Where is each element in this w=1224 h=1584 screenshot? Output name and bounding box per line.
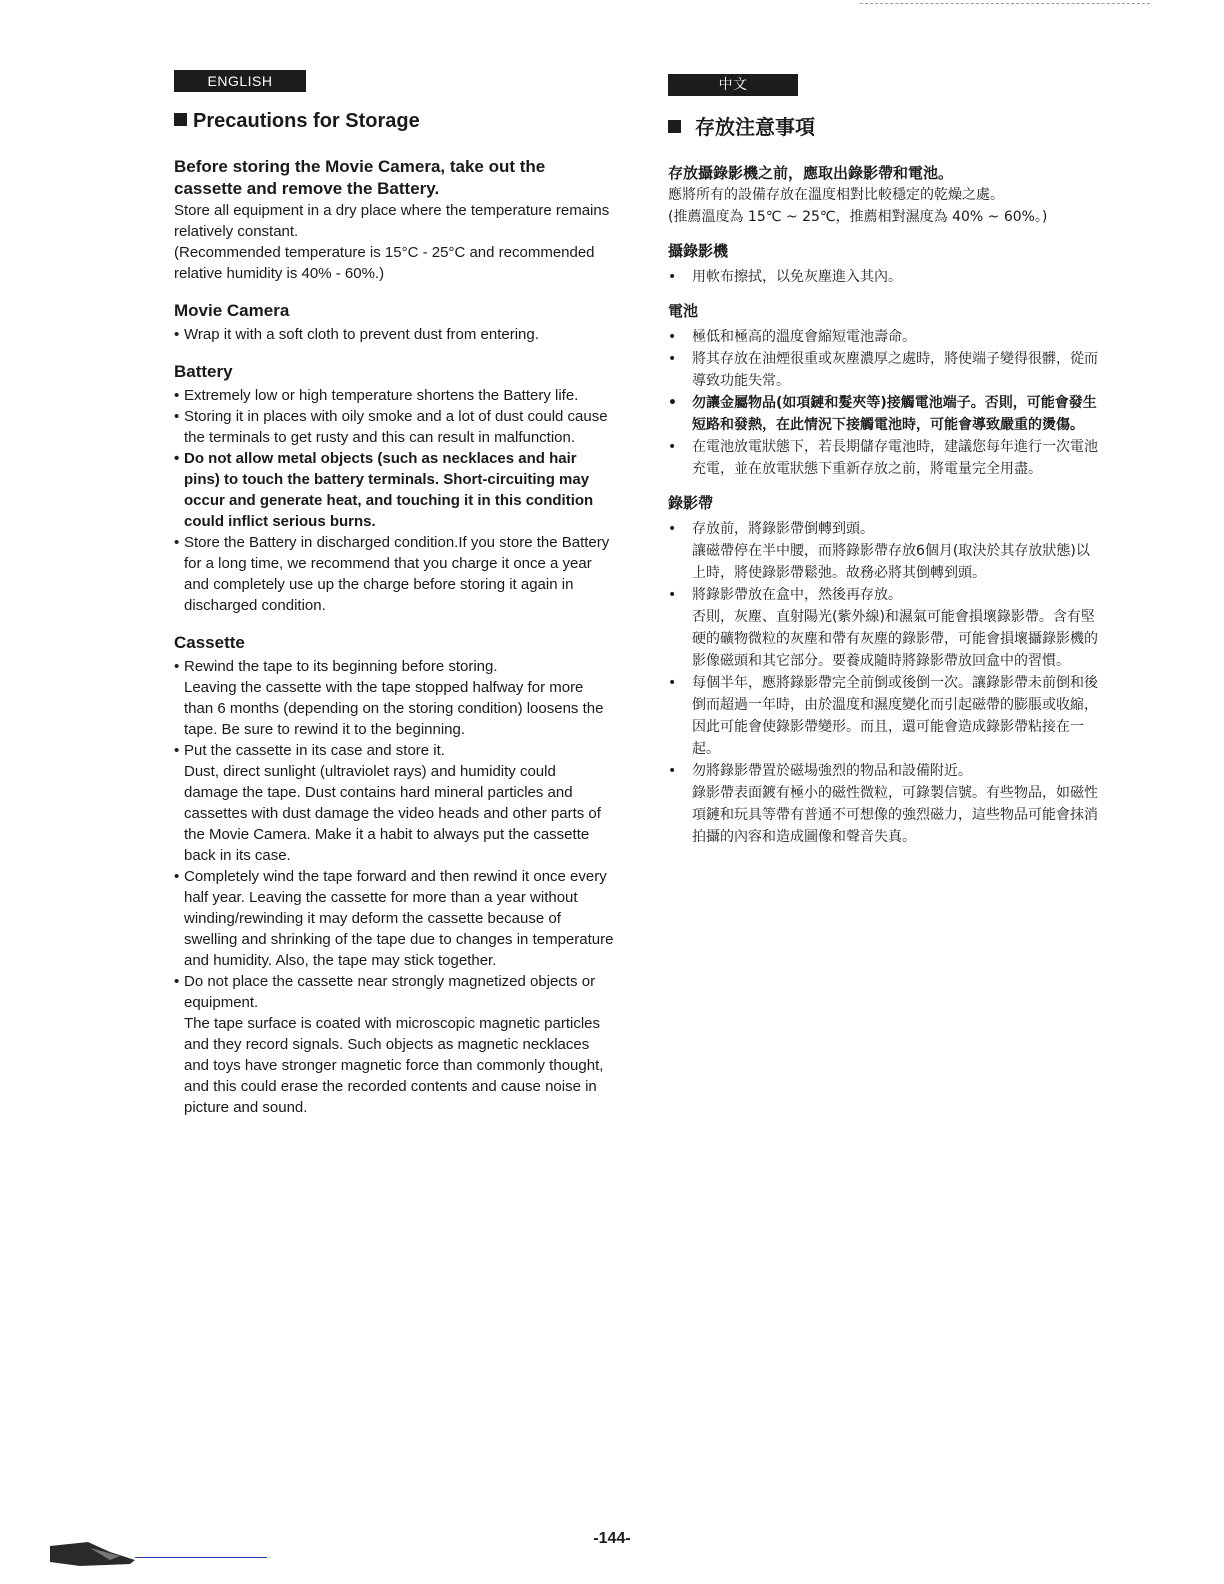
list-item: [668, 348, 1098, 392]
scan-artifact: [50, 1540, 135, 1566]
bullet-icon: •: [174, 973, 180, 990]
bullet-icon: •: [174, 387, 180, 404]
bullet-icon: •: [668, 351, 677, 367]
list-item: [668, 266, 1098, 288]
list-item-text: Do not place the cassette near strongly magnetized objects or equipment.: [184, 973, 596, 1011]
list-item: [668, 584, 1098, 672]
cassette-heading: 錄影帶: [668, 494, 714, 512]
section-title-text: Precautions for Storage: [193, 110, 420, 132]
square-bullet-icon: [668, 120, 681, 133]
square-bullet-icon: [174, 113, 187, 126]
movie-camera-heading: 攝錄影機: [668, 242, 729, 260]
list-item-text: Extremely low or high temperature shortens the Battery life.: [184, 387, 579, 404]
bullet-icon: •: [668, 395, 677, 411]
bullet-icon: •: [174, 450, 180, 467]
intro-text: (推薦溫度為 15℃ ~ 25℃，推薦相對濕度為 40% ~ 60%。): [668, 209, 1048, 225]
top-edge-line: [860, 3, 1150, 4]
bullet-icon: •: [174, 326, 180, 343]
intro-text: (Recommended temperature is 15°C - 25°C and recommended relative humidity is 40% - 60%.): [174, 244, 595, 282]
list-item-text: 將錄影帶放在盒中，然後再存放。: [692, 587, 902, 603]
intro-text: 應將所有的設備存放在溫度相對比較穩定的乾燥之處。: [668, 187, 1004, 203]
bullet-icon: •: [174, 534, 180, 551]
list-item: [174, 656, 614, 740]
list-item-warning: [174, 448, 614, 532]
battery-heading: 電池: [668, 302, 699, 320]
list-item-text: 勿將錄影帶置於磁場強烈的物品和設備附近。: [692, 763, 972, 779]
page-number: -144-: [593, 1530, 631, 1547]
list-item: [668, 760, 1098, 848]
bullet-icon: •: [174, 742, 180, 759]
intro-text: Store all equipment in a dry place where the temperature remains relatively constant.: [174, 202, 610, 240]
list-item-text: 勿讓金屬物品(如項鏈和髮夾等)接觸電池端子。否則，可能會發生短路和發熱，在此情況下接觸電池時，可能會導致嚴重的燙傷。: [692, 395, 1097, 433]
list-item-text: 將其存放在油煙很重或灰塵濃厚之處時，將使端子變得很髒，從而導致功能失常。: [692, 351, 1098, 389]
list-item-text: 每個半年，應將錄影帶完全前倒或後倒一次。讓錄影帶未前倒和後倒而超過一年時，由於溫度和濕度變化而引起磁帶的膨脹或收縮，因此可能會使錄影帶變形。而且，還可能會造成錄影帶粘接在一起。: [692, 675, 1098, 757]
list-item-text: Do not allow metal objects (such as necklaces and hair pins) to touch the battery terminals. Short-circuiting may occur and generate heat, and touching it in this condition could inflict serious burns.: [184, 450, 594, 530]
list-item-text: 極低和極高的溫度會縮短電池壽命。: [692, 329, 916, 345]
list-item: [174, 971, 614, 1118]
cassette-list: [174, 656, 614, 1118]
list-item-text: Rewind the tape to its beginning before storing.: [184, 658, 498, 675]
list-item: [668, 326, 1098, 348]
battery-list: [174, 385, 614, 616]
bullet-icon: •: [668, 521, 677, 537]
bullet-icon: •: [668, 763, 677, 779]
language-tab-chinese: 中文: [668, 74, 798, 96]
list-item-text: Completely wind the tape forward and then rewind it once every half year. Leaving the cassette for more than a year without winding/rewinding it may deform the cassette because of swelling and shrinking of the tape due to changes in temperature and humidity. Also, the tape may stick together.: [184, 868, 614, 969]
bullet-icon: •: [174, 408, 180, 425]
movie-camera-list: [174, 324, 614, 345]
chinese-column: [668, 70, 1098, 848]
list-item-note: Dust, direct sunlight (ultraviolet rays) and humidity could damage the tape. Dust contains hard mineral particles and cassettes with dust damage the video heads and other parts of the Movie Camera. Make it a habit to always put the cassette back in its case.: [184, 763, 601, 864]
list-item: [668, 518, 1098, 584]
list-item-text: Wrap it with a soft cloth to prevent dust from entering.: [184, 326, 539, 343]
list-item-text: Store the Battery in discharged condition.If you store the Battery for a long time, we recommend that you charge it once a year and completely use up the charge before storing it again in discharged condition.: [184, 534, 610, 614]
movie-camera-heading: Movie Camera: [174, 301, 290, 320]
list-item-note: Leaving the cassette with the tape stopped halfway for more than 6 months (depending on the storing condition) loosens the tape. Be sure to rewind it to the beginning.: [184, 679, 604, 738]
bullet-icon: •: [668, 675, 677, 691]
language-tab-english: ENGLISH: [174, 70, 306, 92]
list-item: [174, 740, 614, 866]
list-item-text: Storing it in places with oily smoke and a lot of dust could cause the terminals to get rusty and this can result in malfunction.: [184, 408, 608, 446]
bullet-icon: •: [668, 269, 677, 285]
section-title-text: 存放注意事項: [695, 115, 815, 139]
cassette-list: [668, 518, 1098, 848]
list-item: [174, 866, 614, 971]
list-item: [174, 324, 614, 345]
english-column: [174, 70, 614, 1118]
bullet-icon: •: [668, 439, 677, 455]
list-item-warning: [668, 392, 1098, 436]
list-item-note: The tape surface is coated with microscopic magnetic particles and they record signals. Such objects as magnetic necklaces and toys have stronger magnetic force than commonly thought, and this could erase the recorded contents and cause noise in picture and sound.: [184, 1015, 604, 1116]
list-item: [174, 406, 614, 448]
list-item-text: 存放前，將錄影帶倒轉到頭。: [692, 521, 874, 537]
list-item-note: 否則，灰塵、直射陽光(紫外線)和濕氣可能會損壞錄影帶。含有堅硬的礦物微粒的灰塵和帶有灰塵的錄影帶，可能會損壞攝錄影機的影像磁頭和其它部分。要養成隨時將錄影帶放回盒中的習慣。: [692, 609, 1098, 669]
list-item-note: 錄影帶表面鍍有極小的磁性微粒，可錄製信號。有些物品，如磁性項鏈和玩具等帶有普通不可想像的強烈磁力，這些物品可能會抹消拍攝的內容和造成圖像和聲音失真。: [692, 785, 1098, 845]
list-item-text: 在電池放電狀態下，若長期儲存電池時，建議您每年進行一次電池充電，並在放電狀態下重新存放之前，將電量完全用盡。: [692, 439, 1098, 477]
list-item-text: Put the cassette in its case and store it.: [184, 742, 445, 759]
list-item-note: 讓磁帶停在半中腰，而將錄影帶存放6個月(取決於其存放狀態)以上時，將使錄影帶鬆弛。故務必將其倒轉到頭。: [692, 543, 1090, 581]
bullet-icon: •: [174, 658, 180, 675]
scan-line-artifact: [135, 1557, 267, 1558]
intro-heading: 存放攝錄影機之前，應取出錄影帶和電池。: [668, 164, 954, 182]
battery-list: [668, 326, 1098, 480]
list-item-text: 用軟布擦拭，以免灰塵進入其內。: [692, 269, 902, 285]
bullet-icon: •: [668, 329, 677, 345]
battery-heading: Battery: [174, 362, 233, 381]
list-item: [174, 385, 614, 406]
list-item: [174, 532, 614, 616]
section-title: [174, 108, 614, 134]
bullet-icon: •: [668, 587, 677, 603]
list-item: [668, 672, 1098, 760]
movie-camera-list: [668, 266, 1098, 288]
cassette-heading: Cassette: [174, 633, 245, 652]
intro-heading: Before storing the Movie Camera, take out the cassette and remove the Battery.: [174, 157, 546, 198]
list-item: [668, 436, 1098, 480]
section-title: [668, 114, 1098, 140]
bullet-icon: •: [174, 868, 180, 885]
